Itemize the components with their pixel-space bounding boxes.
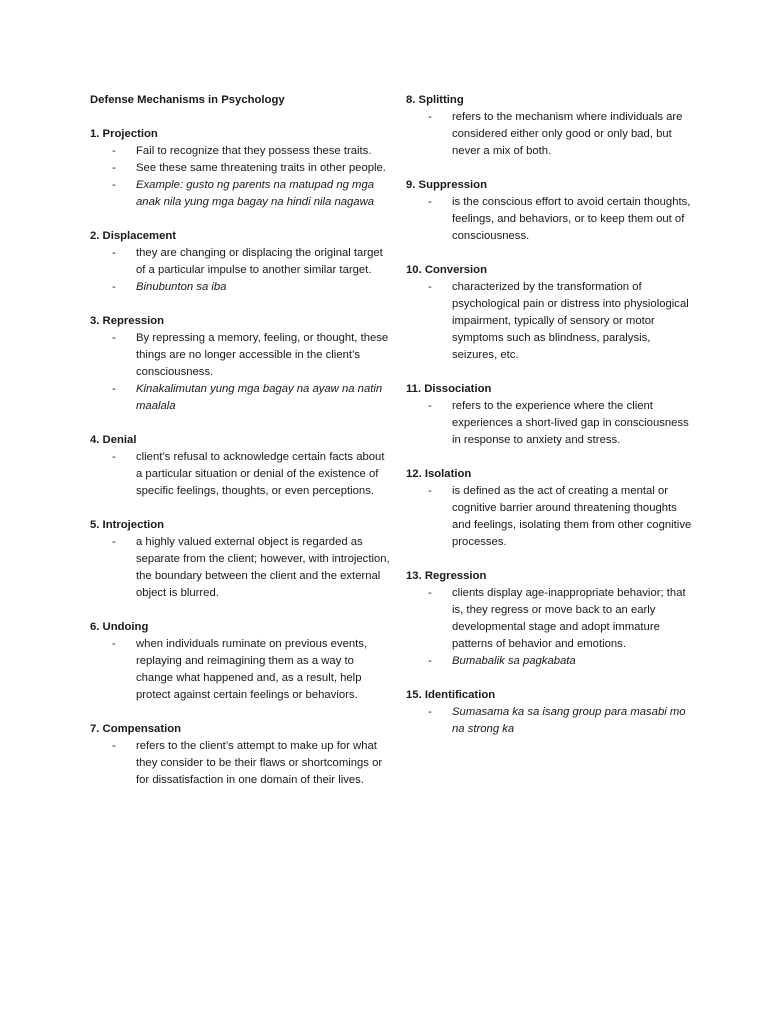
document-title: Defense Mechanisms in Psychology — [90, 94, 285, 106]
list-item-text: Fail to recognize that they possess these traits. — [136, 145, 372, 157]
section-title: 4. Denial — [90, 434, 137, 446]
list-item — [406, 109, 696, 160]
bullet-list — [406, 483, 696, 551]
section-title: 6. Undoing — [90, 621, 149, 633]
section — [406, 381, 696, 449]
list-item-text: client’s refusal to acknowledge certain facts about a particular situation or denial of the existence of specific feelings, thoughts, or even perceptions. — [136, 451, 385, 497]
list-item — [406, 279, 696, 364]
list-item — [90, 738, 390, 789]
bullet-list — [90, 245, 390, 296]
list-item — [90, 381, 390, 415]
right-sections — [406, 92, 696, 738]
section-title: 7. Compensation — [90, 723, 182, 735]
dash-bullet-icon: - — [428, 400, 432, 412]
section — [406, 568, 696, 670]
dash-bullet-icon: - — [428, 196, 432, 208]
section — [90, 517, 390, 602]
list-item — [406, 483, 696, 551]
list-item — [90, 330, 390, 381]
dash-bullet-icon: - — [112, 332, 116, 344]
dash-bullet-icon: - — [112, 638, 116, 650]
section-title: 10. Conversion — [406, 264, 487, 276]
dash-bullet-icon: - — [112, 740, 116, 752]
dash-bullet-icon: - — [112, 536, 116, 548]
section-title: 2. Displacement — [90, 230, 177, 242]
section — [406, 262, 696, 364]
list-item-text: By repressing a memory, feeling, or thought, these things are no longer accessible in the client’s consciousness. — [136, 332, 389, 378]
list-item-text: they are changing or displacing the original target of a particular impulse to another similar target. — [136, 247, 383, 276]
list-item-text: Kinakalimutan yung mga bagay na ayaw na natin maalala — [136, 383, 383, 412]
list-item-text: refers to the client’s attempt to make up for what they consider to be their flaws or shortcomings or for dissatisfaction in one domain of their lives. — [136, 740, 383, 786]
dash-bullet-icon: - — [428, 111, 432, 123]
section — [406, 92, 696, 160]
list-item-text: See these same threatening traits in other people. — [136, 162, 386, 174]
list-item-text: Sumasama ka sa isang group para masabi mo na strong ka — [452, 706, 686, 735]
bullet-list — [90, 636, 390, 704]
bullet-list — [406, 194, 696, 245]
list-item-text: Example: gusto ng parents na matupad ng mga anak nila yung mga bagay na hindi nila nagawa — [136, 179, 375, 208]
dash-bullet-icon: - — [112, 162, 116, 174]
bullet-list — [406, 585, 696, 670]
dash-bullet-icon: - — [112, 451, 116, 463]
section-title: 8. Splitting — [406, 94, 464, 106]
section-title: 9. Suppression — [406, 179, 487, 191]
dash-bullet-icon: - — [428, 281, 432, 293]
bullet-list — [90, 738, 390, 789]
section-title: 15. Identification — [406, 689, 496, 701]
bullet-list — [90, 330, 390, 415]
section — [90, 228, 390, 296]
list-item-text: is defined as the act of creating a mental or cognitive barrier around threatening thoughts and feelings, isolating them from other cognitive processes. — [452, 485, 692, 548]
list-item-text: characterized by the transformation of psychological pain or distress into physiological impairment, typically of sensory or motor symptoms such as blindness, paralysis, seizures, etc. — [452, 281, 689, 361]
section — [90, 126, 390, 211]
bullet-list — [406, 704, 696, 738]
bullet-list — [406, 109, 696, 160]
list-item — [406, 653, 696, 670]
dash-bullet-icon: - — [112, 247, 116, 259]
list-item-text: refers to the mechanism where individuals are considered either only good or only bad, but never a mix of both. — [452, 111, 683, 157]
section-title: 1. Projection — [90, 128, 158, 140]
list-item-text: Bumabalik sa pagkabata — [452, 655, 576, 667]
bullet-list — [406, 279, 696, 364]
section-title: 5. Introjection — [90, 519, 165, 531]
section-title: 12. Isolation — [406, 468, 472, 480]
list-item — [90, 636, 390, 704]
dash-bullet-icon: - — [428, 655, 432, 667]
section — [90, 432, 390, 500]
list-item-text: refers to the experience where the client experiences a short-lived gap in consciousness in response to anxiety and stress. — [452, 400, 689, 446]
dash-bullet-icon: - — [112, 383, 116, 395]
list-item-text: is the conscious effort to avoid certain thoughts, feelings, and behaviors, or to keep them out of consciousness. — [452, 196, 691, 242]
dash-bullet-icon: - — [428, 706, 432, 718]
list-item — [90, 177, 390, 211]
list-item-text: Binubunton sa iba — [136, 281, 227, 293]
left-column — [90, 92, 390, 806]
list-item — [406, 194, 696, 245]
section — [406, 177, 696, 245]
list-item — [90, 245, 390, 279]
list-item — [90, 449, 390, 500]
left-sections — [90, 126, 390, 789]
list-item — [406, 704, 696, 738]
right-column — [406, 92, 696, 755]
dash-bullet-icon: - — [112, 145, 116, 157]
dash-bullet-icon: - — [112, 179, 116, 191]
section — [90, 313, 390, 415]
list-item — [90, 279, 390, 296]
list-item — [90, 143, 390, 160]
list-item — [406, 585, 696, 653]
list-item-text: a highly valued external object is regarded as separate from the client; however, with introjection, the boundary between the client and the external object is blurred. — [136, 536, 390, 599]
list-item-text: when individuals ruminate on previous events, replaying and reimagining them as a way to change what happened and, as a result, help protect against certain feelings or behaviors. — [136, 638, 368, 701]
list-item — [90, 160, 390, 177]
list-item — [406, 398, 696, 449]
bullet-list — [406, 398, 696, 449]
dash-bullet-icon: - — [428, 485, 432, 497]
section — [90, 721, 390, 789]
list-item-text: clients display age-inappropriate behavior; that is, they regress or move back to an early developmental stage and adopt immature patterns of behavior and emotions. — [452, 587, 686, 650]
bullet-list — [90, 143, 390, 211]
bullet-list — [90, 449, 390, 500]
section — [406, 687, 696, 738]
section — [406, 466, 696, 551]
section-title: 11. Dissociation — [406, 383, 492, 395]
list-item — [90, 534, 390, 602]
section-title: 13. Regression — [406, 570, 487, 582]
section — [90, 619, 390, 704]
section-title: 3. Repression — [90, 315, 165, 327]
dash-bullet-icon: - — [112, 281, 116, 293]
dash-bullet-icon: - — [428, 587, 432, 599]
bullet-list — [90, 534, 390, 602]
